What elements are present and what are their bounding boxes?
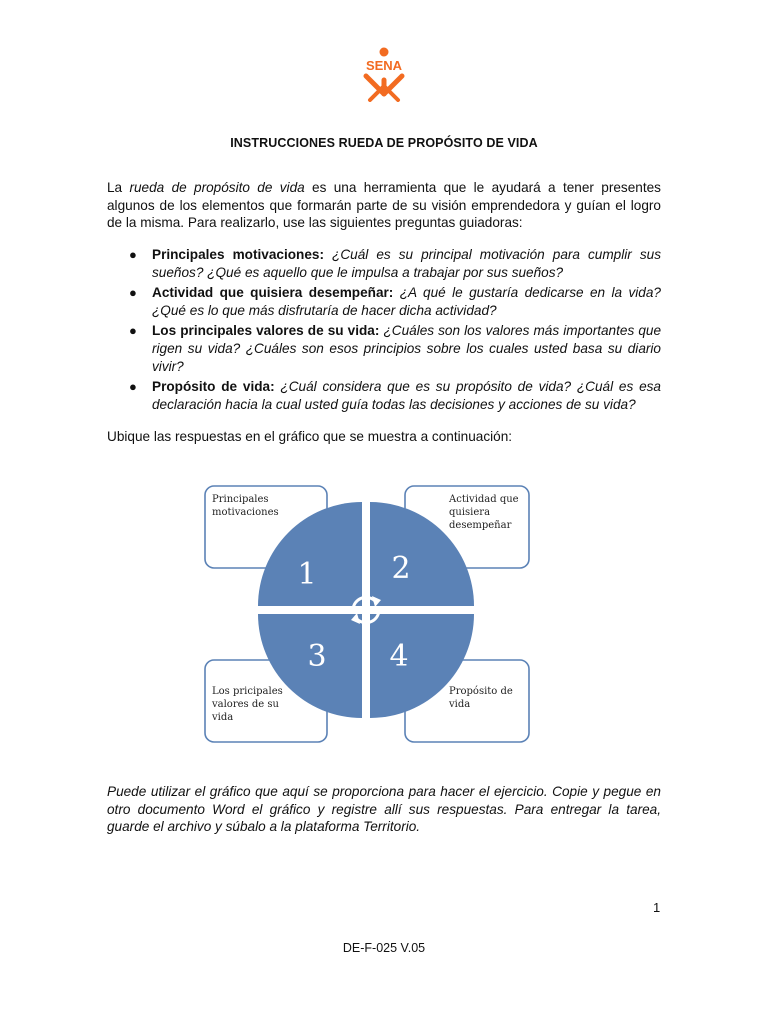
quadrant-number-3: 3 xyxy=(307,639,327,674)
instruction-text: Ubique las respuestas en el gráfico que se muestra a continuación: xyxy=(107,429,513,444)
bullet-icon: ● xyxy=(129,285,137,301)
bullet-label: Principales motivaciones: xyxy=(152,247,324,262)
guide-questions-list xyxy=(107,246,661,416)
logo-text: SENA xyxy=(365,58,403,73)
box-label-actividad: Actividad que quisiera desempeñar xyxy=(449,494,519,531)
intro-post: es una herramienta que le ayudará a tener presentes algunos de los elementos que formarán parte de su visión emprendedora y guían el logro de la misma. Para realizarlo, use las siguientes preguntas guiadoras: xyxy=(107,180,661,231)
list-item xyxy=(107,322,661,375)
intro-emphasis: rueda de propósito de vida xyxy=(129,180,305,195)
quadrant-number-1: 1 xyxy=(297,557,317,592)
bullet-label: Los principales valores de su vida: xyxy=(152,323,380,339)
document-title: INSTRUCCIONES RUEDA DE PROPÓSITO DE VIDA xyxy=(230,136,538,150)
list-item xyxy=(107,246,661,281)
quadrant-number-2: 2 xyxy=(391,551,411,586)
bullet-text: ¿A qué le gustaría dedicarse en la vida? ¿Qué es lo que más disfrutaría de hacer dicha actividad? xyxy=(152,285,661,318)
box-label-valores: Los pricipales valores de su vida xyxy=(212,686,283,723)
footer-code: DE-F-025 V.05 xyxy=(342,941,426,955)
bullet-icon: ● xyxy=(129,247,137,262)
bullet-label: Actividad que quisiera desempeñar: xyxy=(152,285,394,301)
box-label-motivaciones: Principales motivaciones xyxy=(212,494,279,518)
bullet-text: ¿Cuáles son los valores más importantes que rigen su vida? ¿Cuáles son esos principios sobre los cuales usted basa su diario vivir? xyxy=(152,323,661,374)
list-item xyxy=(107,378,661,413)
page-number: 1 xyxy=(653,900,661,915)
bullet-text: ¿Cuál considera que es su propósito de vida? ¿Cuál es esa declaración hacia la cual usted guía todas las decisiones y acciones de su vida? xyxy=(152,379,661,412)
closing-paragraph: Puede utilizar el gráfico que aquí se proporciona para hacer el ejercicio. Copie y pegue en otro documento Word el gráfico y registre allí sus respuestas. Para entregar la tarea, guarde el archivo y súbalo a la plataforma Territorio. xyxy=(107,784,661,835)
purpose-wheel-diagram xyxy=(200,480,540,750)
bullet-label: Propósito de vida: xyxy=(152,379,275,395)
intro-pre: La xyxy=(107,180,130,195)
bullet-text: ¿Cuál es su principal motivación para cumplir sus sueños? ¿Qué es aquello que le impulsa a trabajar por sus sueños? xyxy=(152,247,661,280)
bullet-icon: ● xyxy=(129,323,137,339)
list-item xyxy=(107,284,661,319)
box-label-proposito: Propósito de vida xyxy=(449,686,513,710)
bullet-icon: ● xyxy=(129,379,137,395)
intro-paragraph xyxy=(107,179,661,232)
quadrant-number-4: 4 xyxy=(389,639,409,674)
sena-logo-icon xyxy=(356,46,412,102)
